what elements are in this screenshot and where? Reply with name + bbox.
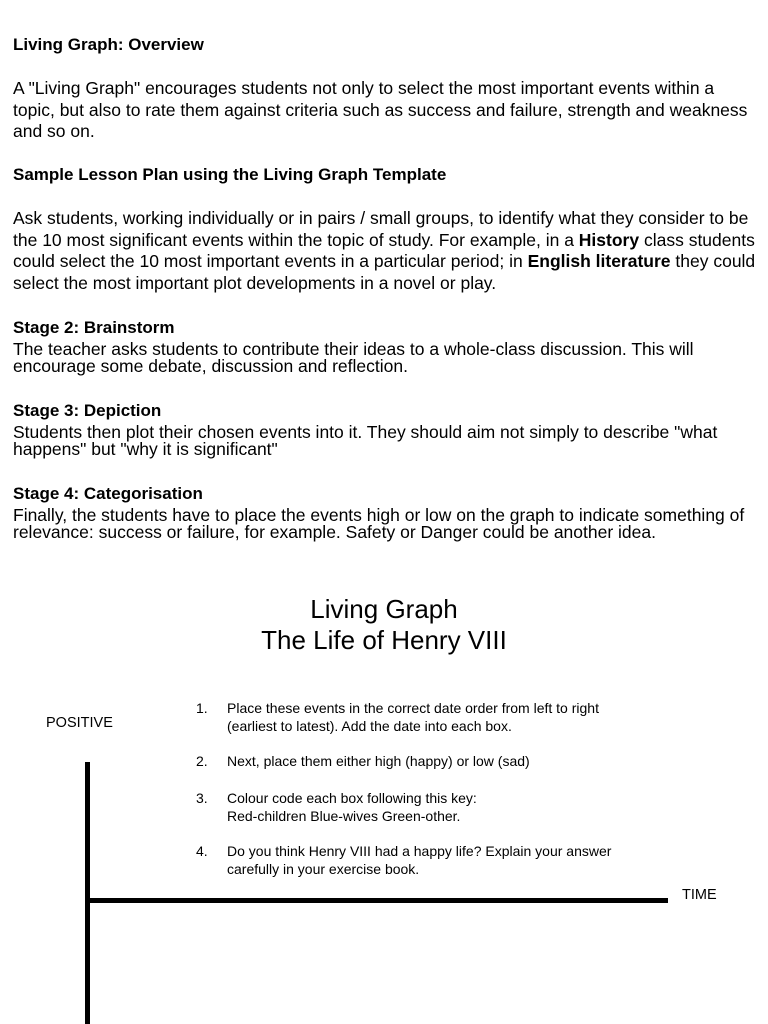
y-axis-label-positive: POSITIVE: [46, 715, 113, 731]
stage-3-text: Students then plot their chosen events into it. They should aim not simply to describe "what happens" but "why it is significant": [13, 422, 718, 459]
x-axis-label-time: TIME: [682, 887, 717, 903]
graph-x-axis: [85, 898, 668, 903]
stage-4-heading: Stage 4: Categorisation: [13, 484, 203, 503]
instruction-number: 1.: [196, 700, 208, 716]
worksheet-title: Living Graph: [310, 594, 458, 624]
lesson-plan-text-2: class students could select the 10 most important events in a particular period; in: [13, 229, 755, 271]
overview-heading: Living Graph: Overview: [13, 35, 204, 54]
instruction-line: Colour code each box following this key:: [227, 790, 477, 806]
lesson-plan-text-3: they could select the most important plot developments in a novel or play.: [13, 251, 756, 293]
instruction-line: Red-children Blue-wives Green-other.: [227, 808, 461, 824]
instruction-line: Next, place them either high (happy) or low (sad): [227, 753, 530, 769]
stage-2-text: The teacher asks students to contribute their ideas to a whole-class discussion. This will encourage some debate, discussion and reflection.: [13, 339, 694, 376]
instruction-line: Place these events in the correct date order from left to right: [227, 700, 599, 716]
graph-y-axis: [85, 762, 90, 1024]
lesson-plan-text-1: Ask students, working individually or in pairs / small groups, to identify what they consider to be the 10 most significant events within the topic of study. For example, in a: [13, 208, 749, 250]
worksheet-subtitle: The Life of Henry VIII: [261, 625, 507, 655]
stage-4-text: Finally, the students have to place the events high or low on the graph to indicate something of relevance: success or failure, for example. Safety or Danger could be another idea.: [13, 505, 745, 542]
instruction-text: [227, 789, 657, 825]
instruction-line: (earliest to latest). Add the date into each box.: [227, 718, 512, 734]
instruction-number: 2.: [196, 753, 208, 769]
instruction-text: [227, 842, 657, 878]
stage-2-heading: Stage 2: Brainstorm: [13, 318, 175, 337]
instruction-line: carefully in your exercise book.: [227, 861, 420, 877]
instruction-text: [227, 752, 657, 770]
overview-paragraph: A "Living Graph" encourages students not only to select the most important events within a topic, but also to rate them against criteria such as success and failure, strength and weakness and so on.: [13, 78, 748, 141]
lesson-plan-heading: Sample Lesson Plan using the Living Graph Template: [13, 165, 447, 184]
lesson-plan-paragraph: [13, 208, 758, 294]
instruction-number: 3.: [196, 790, 208, 806]
instruction-line: Do you think Henry VIII had a happy life? Explain your answer: [227, 843, 612, 859]
stage-3-heading: Stage 3: Depiction: [13, 401, 162, 420]
lesson-plan-bold-english-literature: English literature: [527, 251, 671, 271]
lesson-plan-bold-history: History: [578, 229, 640, 250]
instruction-number: 4.: [196, 843, 208, 859]
instruction-text: [227, 699, 657, 735]
